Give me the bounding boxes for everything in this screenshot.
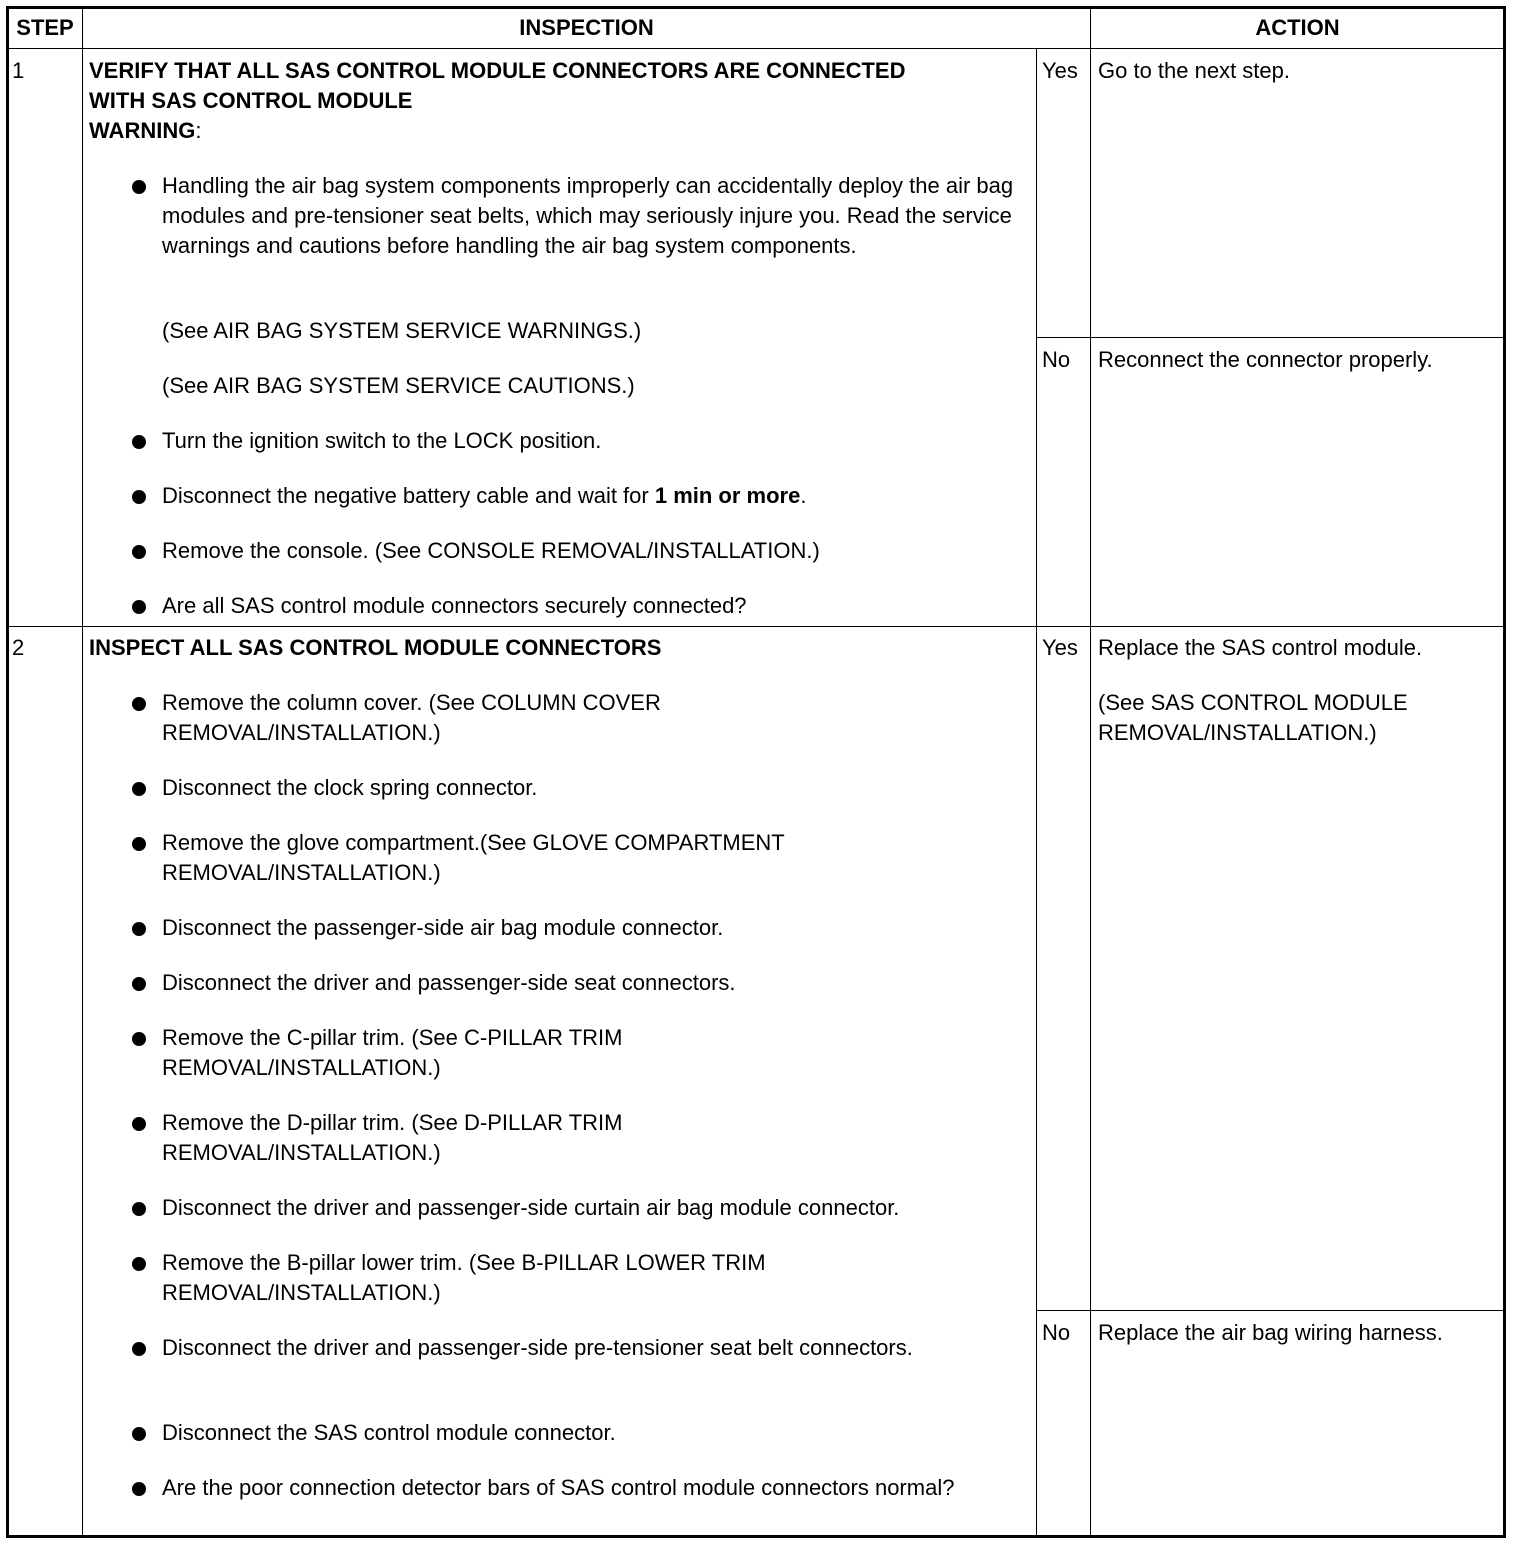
no-action: Reconnect the connector properly. (1098, 347, 1433, 372)
bullet-icon (132, 1032, 146, 1046)
step-divider (8, 626, 1504, 627)
bullet-icon (132, 1117, 146, 1131)
bullet-text: Are all SAS control module connectors securely connected? (162, 593, 747, 618)
bullet-text: Turn the ignition switch to the LOCK position. (162, 428, 602, 453)
step2-yesno-divider (1036, 1310, 1504, 1311)
bullet-icon (132, 1202, 146, 1216)
bullet-text-pre: Disconnect the negative battery cable and wait for (162, 483, 655, 508)
bullet-text: Disconnect the SAS control module connector. (162, 1420, 616, 1445)
bullet-text (162, 481, 1024, 511)
step-number: 1 (12, 58, 25, 83)
bullet-text: Disconnect the driver and passenger-side pre-tensioner seat belt connectors. (162, 1335, 913, 1360)
warning-label: WARNING (89, 118, 196, 143)
bullet-text-post: . (800, 483, 807, 508)
bullet-text: Remove the D-pillar trim. (See D-PILLAR TRIM REMOVAL/INSTALLATION.) (162, 1110, 623, 1165)
bullet-text: Disconnect the driver and passenger-side curtain air bag module connector. (162, 1195, 900, 1220)
col-divider-yesno (1036, 48, 1037, 1536)
bullet-icon (132, 545, 146, 559)
step-title-line1: VERIFY THAT ALL SAS CONTROL MODULE CONNECTORS ARE CONNECTED (89, 58, 906, 83)
bullet-icon (132, 922, 146, 936)
header-inspection: INSPECTION (519, 15, 654, 40)
step-number: 2 (12, 635, 25, 660)
bullet-icon (132, 1427, 146, 1441)
bullet-text-bold: 1 min or more (654, 483, 801, 508)
yes-label: Yes (1042, 635, 1078, 660)
bullet-text: Remove the console. (See CONSOLE REMOVAL/INSTALLATION.) (162, 538, 820, 563)
bullet-text: Are the poor connection detector bars of SAS control module connectors normal? (162, 1475, 955, 1500)
no-action: Replace the air bag wiring harness. (1098, 1320, 1443, 1345)
no-label: No (1042, 347, 1071, 372)
bullet-icon (132, 1482, 146, 1496)
bullet-text: Remove the column cover. (See COLUMN COVER REMOVAL/INSTALLATION.) (162, 690, 661, 745)
yes-action-reference: (See SAS CONTROL MODULE REMOVAL/INSTALLATION.) (1098, 690, 1408, 745)
no-label: No (1042, 1320, 1071, 1345)
yes-label: Yes (1042, 58, 1078, 83)
bullet-icon (132, 1342, 146, 1356)
step1-yesno-divider (1036, 337, 1504, 338)
header-action: ACTION (1255, 15, 1340, 40)
step-title: INSPECT ALL SAS CONTROL MODULE CONNECTORS (89, 635, 662, 660)
bullet-icon (132, 435, 146, 449)
bullet-text: Disconnect the clock spring connector. (162, 775, 538, 800)
bullet-text: Remove the C-pillar trim. (See C-PILLAR TRIM REMOVAL/INSTALLATION.) (162, 1025, 623, 1080)
step-title-line2: WITH SAS CONTROL MODULE (89, 88, 413, 113)
bullet-icon (132, 600, 146, 614)
see-reference: (See AIR BAG SYSTEM SERVICE CAUTIONS.) (162, 373, 635, 398)
bullet-icon (132, 977, 146, 991)
bullet-icon (132, 837, 146, 851)
warning-colon: : (195, 118, 202, 143)
yes-action: Replace the SAS control module. (1098, 635, 1423, 660)
col-divider-action (1090, 8, 1091, 1536)
yes-action: Go to the next step. (1098, 58, 1291, 83)
header-divider (8, 48, 1504, 49)
bullet-text: Remove the B-pillar lower trim. (See B-PILLAR LOWER TRIM REMOVAL/INSTALLATION.) (162, 1250, 766, 1305)
bullet-text: Handling the air bag system components improperly can accidentally deploy the air bag modules and pre-tensioner seat belts, which may seriously injure you. Read the service warnings and cautions before handling the air bag system components. (162, 173, 1014, 258)
bullet-text: Disconnect the passenger-side air bag module connector. (162, 915, 724, 940)
bullet-icon (132, 180, 146, 194)
warning-heading (89, 116, 201, 146)
bullet-icon (132, 697, 146, 711)
bullet-icon (132, 782, 146, 796)
col-divider-step (82, 8, 83, 1536)
bullet-text: Remove the glove compartment.(See GLOVE COMPARTMENT REMOVAL/INSTALLATION.) (162, 830, 785, 885)
bullet-text: Disconnect the driver and passenger-side seat connectors. (162, 970, 736, 995)
header-step: STEP (16, 15, 74, 40)
bullet-icon (132, 490, 146, 504)
bullet-icon (132, 1257, 146, 1271)
see-reference: (See AIR BAG SYSTEM SERVICE WARNINGS.) (162, 318, 642, 343)
